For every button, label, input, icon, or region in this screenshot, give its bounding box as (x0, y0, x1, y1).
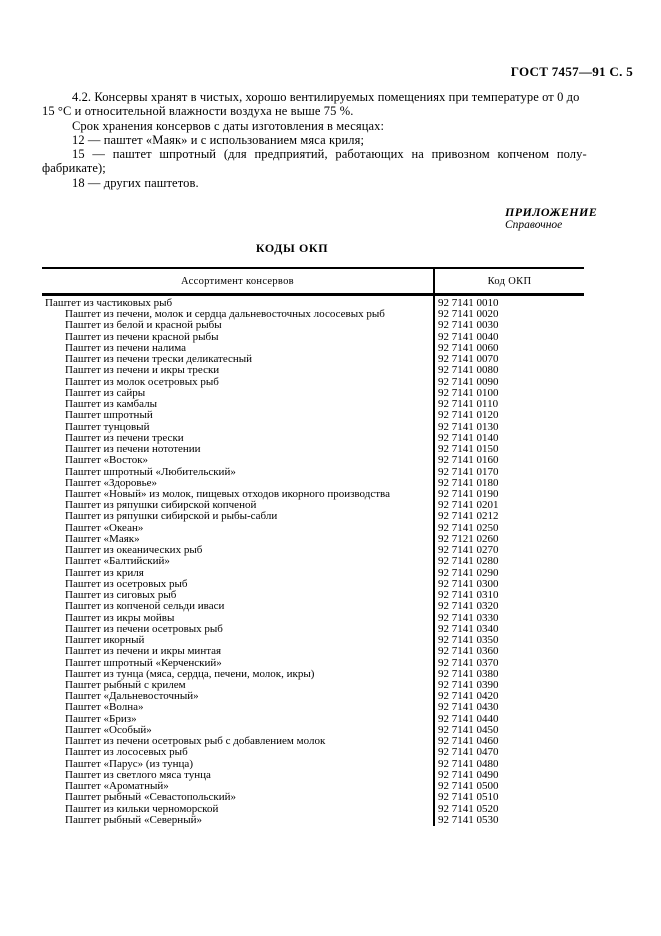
table-row (42, 523, 584, 534)
row-assortment: Паштет «Дальневосточный» (65, 691, 199, 703)
row-code: 92 7141 0520 (438, 802, 499, 815)
row-code: 92 7141 0190 (438, 487, 499, 500)
row-code: 92 7141 0530 (438, 813, 499, 826)
row-code: 92 7141 0160 (438, 454, 499, 467)
row-code: 92 7141 0280 (438, 555, 499, 568)
table-row (42, 781, 584, 792)
intro-line: фабрикате); (42, 161, 106, 176)
row-code: 92 7141 0480 (438, 757, 499, 770)
row-assortment: Паштет из камбалы (65, 399, 158, 411)
row-code: 92 7141 0010 (438, 297, 499, 309)
table-row (42, 511, 584, 522)
intro-line: Срок хранения консервов с даты изготовления в месяцах: (72, 118, 385, 133)
row-assortment: Паштет «Балтийский» (65, 556, 170, 568)
row-assortment: Паштет «Здоровье» (65, 477, 157, 489)
row-assortment: Паштет «Особый» (65, 724, 152, 736)
row-assortment: Паштет из печени трески (65, 432, 184, 444)
row-code: 92 7141 0180 (438, 476, 499, 489)
table-row (42, 444, 584, 455)
row-code: 92 7141 0250 (438, 521, 499, 534)
row-assortment: Паштет шпротный (65, 410, 153, 422)
row-assortment: Паштет шпротный «Любительский» (65, 466, 236, 478)
row-assortment: Паштет тунцовый (65, 421, 150, 433)
table-row (42, 669, 584, 680)
row-assortment: Паштет из копченой сельди иваси (65, 601, 225, 613)
row-code: 92 7141 0170 (438, 465, 499, 478)
row-assortment: Паштет икорный (65, 635, 145, 647)
table-row (42, 388, 584, 399)
row-code: 92 7141 0420 (438, 690, 499, 703)
table-row (42, 568, 584, 579)
row-assortment: Паштет рыбный с крилем (65, 679, 186, 691)
row-code: 92 7141 0290 (438, 566, 499, 579)
intro-line: 15 — паштет шпротный (для предприятий, работающих на привозном копченом полу- (72, 147, 587, 162)
annex-sublabel: Справочное (505, 219, 563, 231)
row-assortment: Паштет из лососевых рыб (65, 747, 188, 759)
annex-block (505, 206, 597, 232)
row-assortment: Паштет из белой и красной рыбы (65, 320, 222, 332)
row-assortment: Паштет из печени, молок и сердца дальневосточных лососевых рыб (65, 309, 385, 321)
table-row (42, 601, 584, 612)
table-row (42, 815, 584, 826)
row-code: 92 7141 0020 (438, 308, 499, 321)
row-assortment: Паштет «Маяк» (65, 533, 140, 545)
table-row (42, 399, 584, 410)
row-assortment: Паштет из печени налима (65, 342, 186, 354)
row-code: 92 7141 0350 (438, 634, 499, 647)
table-row (42, 422, 584, 433)
row-assortment: Паштет из молок осетровых рыб (65, 376, 219, 388)
table-row (42, 309, 584, 320)
row-code: 92 7141 0140 (438, 431, 499, 444)
row-code: 92 7121 0260 (438, 532, 499, 545)
row-code: 92 7141 0370 (438, 656, 499, 669)
table-row (42, 792, 584, 803)
table-row (42, 702, 584, 713)
table-row (42, 590, 584, 601)
row-code: 92 7141 0310 (438, 589, 499, 602)
row-code: 92 7141 0060 (438, 341, 499, 354)
column-header-assortment: Ассортимент консервов (181, 276, 294, 287)
table-row (42, 343, 584, 354)
row-assortment: Паштет «Ароматный» (65, 781, 169, 793)
row-assortment: Паштет шпротный «Керченский» (65, 657, 222, 669)
row-assortment: Паштет из океанических рыб (65, 545, 203, 557)
row-code: 92 7141 0470 (438, 746, 499, 759)
row-assortment: Паштет из печени осетровых рыб с добавлением молок (65, 736, 326, 748)
row-assortment: Паштет «Восток» (65, 455, 149, 467)
row-code: 92 7141 0100 (438, 386, 499, 399)
table-row (42, 455, 584, 466)
row-code: 92 7141 0030 (438, 319, 499, 332)
row-assortment: Паштет из кильки черноморской (65, 803, 219, 815)
table-row (42, 332, 584, 343)
row-assortment: Паштет из тунца (мяса, сердца, печени, молок, икры) (65, 668, 315, 680)
row-code: 92 7141 0320 (438, 600, 499, 613)
row-code: 92 7141 0430 (438, 701, 499, 714)
table-row (42, 658, 584, 669)
row-assortment: Паштет «Океан» (65, 522, 144, 534)
intro-text (42, 90, 620, 190)
row-assortment: Паштет из сайры (65, 387, 146, 399)
table-row (42, 534, 584, 545)
table-row (42, 770, 584, 781)
intro-line: 18 — других паштетов. (72, 175, 199, 190)
row-code: 92 7141 0460 (438, 735, 499, 748)
table-row (42, 410, 584, 421)
intro-line: 12 — паштет «Маяк» и с использованием мяса криля; (72, 132, 365, 147)
row-code: 92 7141 0070 (438, 353, 499, 366)
table-row (42, 613, 584, 624)
intro-line: 15 °С и относительной влажности воздуха не выше 75 %. (42, 104, 354, 119)
row-code: 92 7141 0040 (438, 330, 499, 343)
row-assortment: Паштет из печени нототении (65, 444, 201, 456)
row-assortment: Паштет из сиговых рыб (65, 590, 177, 602)
row-code: 92 7141 0080 (438, 364, 499, 377)
table-row (42, 579, 584, 590)
row-code: 92 7141 0510 (438, 791, 499, 804)
row-assortment: Паштет из печени трески деликатесный (65, 354, 253, 366)
table-row (42, 433, 584, 444)
table-row (42, 747, 584, 758)
table-row (42, 646, 584, 657)
table-row (42, 320, 584, 331)
row-assortment: Паштет из светлого мяса тунца (65, 769, 211, 781)
row-assortment: Паштет из печени и икры минтая (65, 646, 222, 658)
row-code: 92 7141 0330 (438, 611, 499, 624)
table-row (42, 714, 584, 725)
row-assortment: Паштет из печени и икры трески (65, 365, 220, 377)
row-code: 92 7141 0120 (438, 409, 499, 422)
table-row (42, 489, 584, 500)
table-row (42, 804, 584, 815)
table-row (42, 624, 584, 635)
row-code: 92 7141 0130 (438, 420, 499, 433)
intro-line: 4.2. Консервы хранят в чистых, хорошо вентилируемых помещениях при температуре от 0 до (72, 90, 580, 104)
row-assortment: Паштет рыбный «Северный» (65, 814, 202, 826)
page-header: ГОСТ 7457—91 С. 5 (510, 64, 633, 79)
table-header-row (42, 267, 584, 296)
table-row (42, 467, 584, 478)
row-code: 92 7141 0440 (438, 712, 499, 725)
row-assortment: Паштет из ряпушки сибирской копченой (65, 500, 257, 512)
row-code: 92 7141 0110 (438, 398, 499, 411)
row-code: 92 7141 0150 (438, 443, 499, 456)
row-assortment: Паштет из ряпушки сибирской и рыбы-сабли (65, 511, 278, 523)
row-code: 92 7141 0500 (438, 780, 499, 793)
column-header-code: Код ОКП (433, 269, 584, 293)
okp-table-body (42, 296, 584, 826)
table-row (42, 691, 584, 702)
row-assortment: Паштет из криля (65, 567, 144, 579)
row-code: 92 7141 0270 (438, 544, 499, 557)
row-code: 92 7141 0340 (438, 622, 499, 635)
annex-label: ПРИЛОЖЕНИЕ (505, 205, 598, 219)
row-assortment: Паштет из икры мойвы (65, 612, 175, 624)
row-assortment: Паштет из печени осетровых рыб (65, 623, 223, 635)
row-assortment: Паштет из печени красной рыбы (65, 331, 219, 343)
row-code: 92 7141 0201 (438, 499, 499, 512)
row-code: 92 7141 0380 (438, 667, 499, 680)
table-row (42, 500, 584, 511)
table-row (42, 680, 584, 691)
table-row (42, 545, 584, 556)
table-row (42, 725, 584, 736)
table-row (42, 478, 584, 489)
okp-codes-table (42, 267, 584, 826)
document-title: КОДЫ ОКП (255, 241, 329, 255)
row-assortment: Паштет «Парус» (из тунца) (65, 758, 193, 770)
row-code: 92 7141 0390 (438, 678, 499, 691)
table-row (42, 759, 584, 770)
row-code: 92 7141 0300 (438, 577, 499, 590)
row-assortment: Паштет «Новый» из молок, пищевых отходов икорного производства (65, 488, 390, 500)
table-row (42, 354, 584, 365)
table-row (42, 377, 584, 388)
row-code: 92 7141 0450 (438, 723, 499, 736)
table-row (42, 736, 584, 747)
table-row (42, 556, 584, 567)
row-assortment: Паштет рыбный «Севастопольский» (65, 792, 237, 804)
row-code: 92 7141 0090 (438, 375, 499, 388)
row-code: 92 7141 0360 (438, 645, 499, 658)
row-assortment: Паштет из частиковых рыб (45, 298, 173, 309)
table-row (42, 298, 584, 309)
row-assortment: Паштет из осетровых рыб (65, 578, 188, 590)
row-code: 92 7141 0490 (438, 768, 499, 781)
row-assortment: Паштет «Бриз» (65, 713, 137, 725)
table-row (42, 635, 584, 646)
table-row (42, 365, 584, 376)
row-code: 92 7141 0212 (438, 510, 499, 523)
row-assortment: Паштет «Волна» (65, 702, 144, 714)
